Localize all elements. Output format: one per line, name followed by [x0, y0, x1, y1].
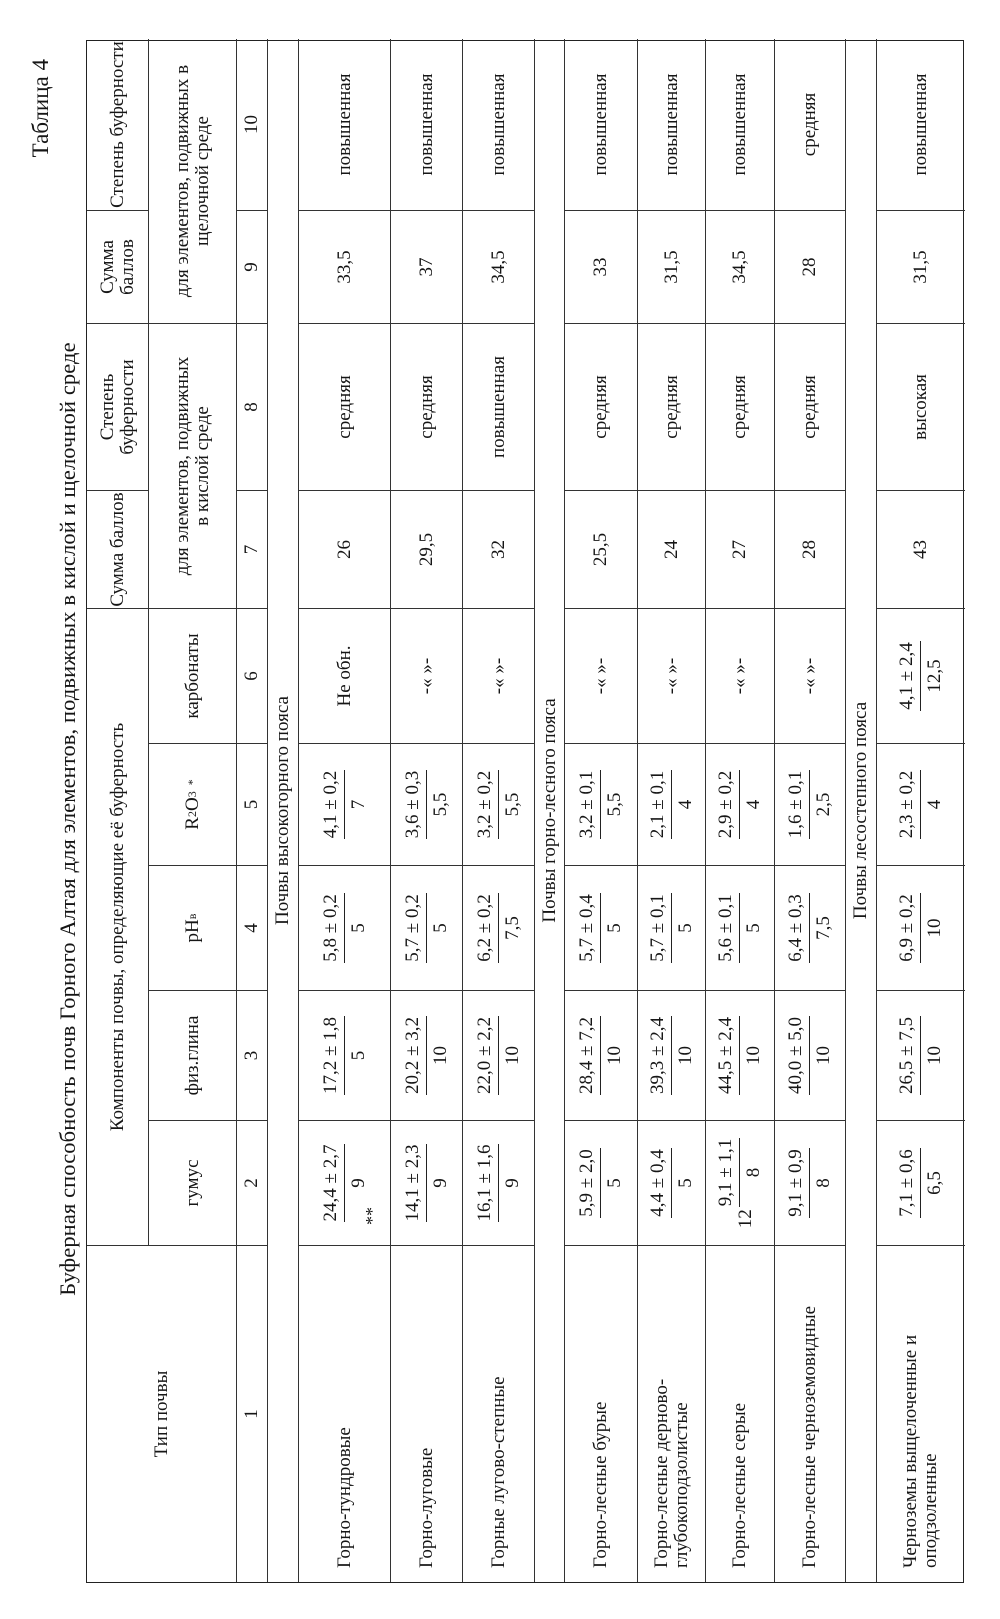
soil-type-name: Горно-тундровые [298, 1246, 390, 1582]
cell-sum-acid: 26 [298, 491, 390, 609]
cell-r2o3 [564, 744, 637, 866]
cell-carbonates: Не обн. [298, 609, 390, 744]
column-number: 10 [236, 39, 267, 211]
cell-degree-acid: средняя [564, 324, 637, 491]
clay-fraction-score: 10 [501, 1046, 523, 1065]
r2o3-fraction [785, 770, 835, 839]
cell-sum-alk: 33 [564, 211, 637, 324]
clay-fraction-value: 26,5 ± 7,5 [896, 1016, 921, 1095]
header-ph [148, 866, 236, 991]
ph-fraction-value: 6,9 ± 0,2 [896, 893, 921, 962]
clay-fraction-value: 20,2 ± 3,2 [402, 1016, 427, 1095]
cell-carbonates: -« »- [390, 609, 462, 744]
column-number: 5 [236, 744, 267, 866]
ph-fraction-value: 6,2 ± 0,2 [474, 893, 499, 962]
soil-type-name: Черноземы выщелоченные и оподзоленные [876, 1246, 965, 1582]
carbonates-fraction-score: 12,5 [924, 659, 945, 693]
humus-fraction-value: 24,4 ± 2,7 [320, 1144, 345, 1223]
humus-fraction [474, 1144, 524, 1223]
column-number: 6 [236, 609, 267, 744]
cell-ph [298, 866, 390, 991]
r2o3-fraction-score: 2,5 [813, 792, 834, 817]
cell-ph [637, 866, 705, 991]
cell-r2o3 [298, 744, 390, 866]
soil-type-name: Горно-лесные черноземовидные [774, 1246, 845, 1582]
header-sum-alk: Сумма баллов [87, 211, 148, 324]
cell-sum-alk: 37 [390, 211, 462, 324]
r2o3-fraction-score: 4 [743, 799, 764, 810]
cell-sum-acid: 27 [705, 491, 774, 609]
humus-fraction-score: 5 [604, 1178, 625, 1188]
header-humus: гумус [148, 1121, 236, 1246]
buffer-capacity-table [86, 40, 964, 1583]
cell-sum-alk: 33,5 [298, 211, 390, 324]
clay-fraction-score: 10 [743, 1046, 764, 1065]
clay-fraction [576, 1016, 626, 1095]
ph-fraction [715, 893, 765, 962]
cell-clay [298, 991, 390, 1121]
clay-fraction-score: 10 [429, 1046, 451, 1065]
cell-clay [390, 991, 462, 1121]
ph-fraction [474, 893, 524, 962]
humus-fraction-score: 8 [743, 1167, 764, 1178]
r2o3-sub2: 3 [185, 791, 200, 798]
cell-clay [462, 991, 534, 1121]
clay-fraction [715, 1016, 765, 1095]
humus-fraction-value: 4,4 ± 0,4 [647, 1148, 672, 1217]
soil-type-name: Горно-луговые [390, 1246, 462, 1582]
humus-fraction-score: 9 [429, 1178, 451, 1188]
clay-fraction-score: 10 [674, 1046, 696, 1065]
cell-degree-alk: повышенная [705, 39, 774, 211]
ph-fraction [402, 893, 452, 962]
r2o3-footnote-mark: * [185, 779, 200, 786]
header-carbonates: карбонаты [148, 609, 236, 744]
cell-humus [298, 1121, 390, 1246]
cell-sum-alk: 34,5 [462, 211, 534, 324]
humus-fraction-value: 7,1 ± 0,6 [896, 1148, 921, 1217]
ph-fraction-value: 6,4 ± 0,3 [785, 893, 810, 962]
r2o3-fraction-value: 3,2 ± 0,2 [474, 770, 499, 839]
header-clay: физ.глина [148, 991, 236, 1121]
clay-fraction-value: 28,4 ± 7,2 [576, 1016, 601, 1095]
ph-fraction-score: 5 [347, 923, 369, 933]
cell-degree-alk: средняя [774, 39, 845, 211]
ph-fraction-value: 5,8 ± 0,2 [320, 893, 345, 962]
cell-clay [564, 991, 637, 1121]
header-acid-group: для элементов, подвижных в кислой среде [148, 324, 236, 609]
header-soil-type: Тип почвы [150, 1370, 172, 1458]
humus-fraction-score: 9 [501, 1178, 523, 1188]
cell-carbonates [876, 609, 965, 744]
clay-fraction [785, 1016, 835, 1095]
clay-fraction [474, 1016, 524, 1095]
ph-fraction-score: 5 [743, 923, 764, 933]
humus-fraction [896, 1148, 946, 1217]
cell-clay [774, 991, 845, 1121]
r2o3-fraction-value: 3,2 ± 0,1 [576, 770, 601, 839]
cell-clay [705, 991, 774, 1121]
section-title: Почвы лесостепного пояса [845, 39, 876, 1582]
cell-degree-acid: средняя [705, 324, 774, 491]
cell-humus [705, 1121, 774, 1246]
r2o3-fraction-value: 2,1 ± 0,1 [647, 770, 672, 839]
ph-fraction-value: 5,6 ± 0,1 [715, 893, 740, 962]
soil-type-name: Горно-лесные серые [705, 1246, 774, 1582]
soil-type-name: Горно-лесные бурые [564, 1246, 637, 1582]
soil-type-name: Горно-лесные дерново-глубокоподзолистые [637, 1246, 705, 1582]
cell-r2o3 [774, 744, 845, 866]
cell-ph [462, 866, 534, 991]
cell-clay [637, 991, 705, 1121]
clay-fraction-score: 10 [604, 1046, 625, 1065]
ph-fraction-score: 7,5 [501, 916, 523, 940]
cell-degree-alk: повышенная [637, 39, 705, 211]
header-components-group: Компоненты почвы, определяющие её буферность [87, 609, 148, 1246]
clay-fraction-score: 5 [347, 1050, 369, 1061]
clay-fraction-value: 44,5 ± 2,4 [715, 1016, 740, 1095]
header-sum-acid: Сумма баллов [87, 491, 148, 609]
humus-fraction-score: 6,5 [924, 1171, 945, 1195]
r2o3-fraction-value: 2,9 ± 0,2 [715, 770, 740, 839]
table-number: Таблица 4 [28, 59, 53, 158]
column-number: 7 [236, 491, 267, 609]
clay-fraction-value: 39,3 ± 2,4 [647, 1016, 672, 1095]
clay-fraction-value: 17,2 ± 1,8 [320, 1016, 345, 1095]
humus-prefix: 12 [735, 1209, 757, 1229]
cell-ph [774, 866, 845, 991]
r2o3-fraction-score: 5,5 [429, 792, 451, 817]
cell-carbonates: -« »- [637, 609, 705, 744]
cell-degree-acid: повышенная [462, 324, 534, 491]
r2o3-fraction [715, 770, 765, 839]
cell-sum-acid: 43 [876, 491, 965, 609]
ph-fraction-score: 5 [604, 923, 625, 933]
ph-label: pH [181, 919, 203, 943]
humus-fraction [576, 1148, 626, 1217]
column-number: 1 [236, 1246, 267, 1582]
cell-carbonates: -« »- [564, 609, 637, 744]
clay-fraction-score: 10 [924, 1046, 945, 1065]
cell-sum-acid: 24 [637, 491, 705, 609]
cell-humus [390, 1121, 462, 1246]
humus-fraction-score: 5 [674, 1178, 696, 1188]
cell-carbonates: -« »- [705, 609, 774, 744]
cell-carbonates: -« »- [774, 609, 845, 744]
r2o3-fraction [647, 770, 697, 839]
humus-fraction-value: 16,1 ± 1,6 [474, 1144, 499, 1223]
humus-fraction-value: 9,1 ± 1,1 [715, 1138, 740, 1207]
cell-sum-alk: 31,5 [637, 211, 705, 324]
ph-fraction-value: 5,7 ± 0,4 [576, 893, 601, 962]
header-degree-acid: Степень буферности [87, 324, 148, 491]
clay-fraction-value: 22,0 ± 2,2 [474, 1016, 499, 1095]
carbonates-fraction-value: 4,1 ± 2,4 [896, 641, 921, 710]
ph-fraction [576, 893, 626, 962]
cell-ph [564, 866, 637, 991]
column-number: 4 [236, 866, 267, 991]
cell-degree-acid: высокая [876, 324, 965, 491]
r2o3-r: R [181, 817, 203, 830]
humus-fraction [402, 1144, 452, 1223]
clay-fraction [647, 1016, 697, 1095]
cell-degree-alk: повышенная [298, 39, 390, 211]
clay-fraction-score: 10 [813, 1046, 834, 1065]
r2o3-fraction-value: 4,1 ± 0,2 [320, 770, 345, 839]
cell-humus [876, 1121, 965, 1246]
ph-fraction [896, 893, 946, 962]
cell-sum-alk: 31,5 [876, 211, 965, 324]
cell-ph [705, 866, 774, 991]
cell-degree-acid: средняя [637, 324, 705, 491]
r2o3-fraction [576, 770, 626, 839]
cell-sum-acid: 25,5 [564, 491, 637, 609]
humus-fraction-value: 5,9 ± 2,0 [576, 1148, 601, 1217]
cell-humus [462, 1121, 534, 1246]
r2o3-fraction-score: 5,5 [501, 792, 523, 817]
cell-degree-acid: средняя [298, 324, 390, 491]
cell-sum-acid: 32 [462, 491, 534, 609]
cell-r2o3 [876, 744, 965, 866]
r2o3-o: O [181, 797, 203, 812]
r2o3-fraction [474, 770, 524, 839]
humus-fraction-value: 9,1 ± 0,9 [785, 1148, 810, 1217]
table-caption: Буферная способность почв Горного Алтая для элементов, подвижных в кислой и щелочной среде [55, 342, 80, 1296]
carbonates-fraction [896, 641, 946, 710]
cell-sum-alk: 34,5 [705, 211, 774, 324]
r2o3-fraction-score: 4 [674, 799, 696, 810]
humus-fraction-value: 14,1 ± 2,3 [402, 1144, 427, 1223]
clay-fraction [402, 1016, 452, 1095]
cell-degree-acid: средняя [390, 324, 462, 491]
cell-clay [876, 991, 965, 1121]
cell-r2o3 [705, 744, 774, 866]
footnote-mark: ** [362, 1207, 383, 1225]
humus-fraction-score: 9 [347, 1178, 369, 1188]
ph-fraction-score: 5 [429, 923, 451, 933]
soil-type-name: Горные лугово-степные [462, 1246, 534, 1582]
cell-r2o3 [462, 744, 534, 866]
cell-sum-acid: 28 [774, 491, 845, 609]
ph-fraction [785, 893, 835, 962]
r2o3-fraction-value: 2,3 ± 0,2 [896, 770, 921, 839]
humus-fraction [785, 1148, 835, 1217]
r2o3-fraction [896, 770, 946, 839]
cell-degree-alk: повышенная [462, 39, 534, 211]
column-number: 9 [236, 211, 267, 324]
r2o3-fraction-score: 4 [924, 799, 945, 810]
header-degree-alk: Степень буферности [87, 39, 148, 211]
clay-fraction [320, 1016, 370, 1095]
cell-degree-acid: средняя [774, 324, 845, 491]
clay-fraction-value: 40,0 ± 5,0 [785, 1016, 810, 1095]
r2o3-fraction-value: 1,6 ± 0,1 [785, 770, 810, 839]
header-alk-group: для элементов, подвижных в щелочной среде [148, 39, 236, 324]
cell-carbonates: -« »- [462, 609, 534, 744]
ph-fraction [320, 893, 370, 962]
ph-fraction-score: 10 [924, 918, 945, 938]
cell-degree-alk: повышенная [390, 39, 462, 211]
humus-fraction-score: 8 [813, 1178, 834, 1188]
ph-fraction-score: 7,5 [813, 916, 834, 940]
clay-fraction [896, 1016, 946, 1095]
ph-fraction [647, 893, 697, 962]
column-number: 8 [236, 324, 267, 491]
cell-degree-alk: повышенная [876, 39, 965, 211]
column-number: 3 [236, 991, 267, 1121]
ph-fraction-score: 5 [674, 923, 696, 933]
cell-sum-alk: 28 [774, 211, 845, 324]
column-number: 2 [236, 1121, 267, 1246]
humus-fraction [715, 1138, 765, 1207]
section-title: Почвы высокогорного пояса [267, 39, 298, 1582]
ph-fraction-value: 5,7 ± 0,2 [402, 893, 427, 962]
cell-ph [876, 866, 965, 991]
r2o3-fraction-score: 5,5 [604, 792, 625, 817]
ph-fraction-value: 5,7 ± 0,1 [647, 893, 672, 962]
cell-humus [774, 1121, 845, 1246]
r2o3-fraction [402, 770, 452, 839]
cell-humus [637, 1121, 705, 1246]
cell-sum-acid: 29,5 [390, 491, 462, 609]
r2o3-sub1: 2 [185, 811, 200, 818]
ph-subscript: в [185, 913, 200, 920]
r2o3-fraction [320, 770, 370, 839]
cell-degree-alk: повышенная [564, 39, 637, 211]
cell-r2o3 [390, 744, 462, 866]
cell-r2o3 [637, 744, 705, 866]
cell-ph [390, 866, 462, 991]
cell-humus [564, 1121, 637, 1246]
header-r2o3 [148, 744, 236, 866]
r2o3-fraction-score: 7 [347, 799, 369, 810]
section-title: Почвы горно-лесного пояса [534, 39, 564, 1582]
r2o3-fraction-value: 3,6 ± 0,3 [402, 770, 427, 839]
humus-fraction [647, 1148, 697, 1217]
